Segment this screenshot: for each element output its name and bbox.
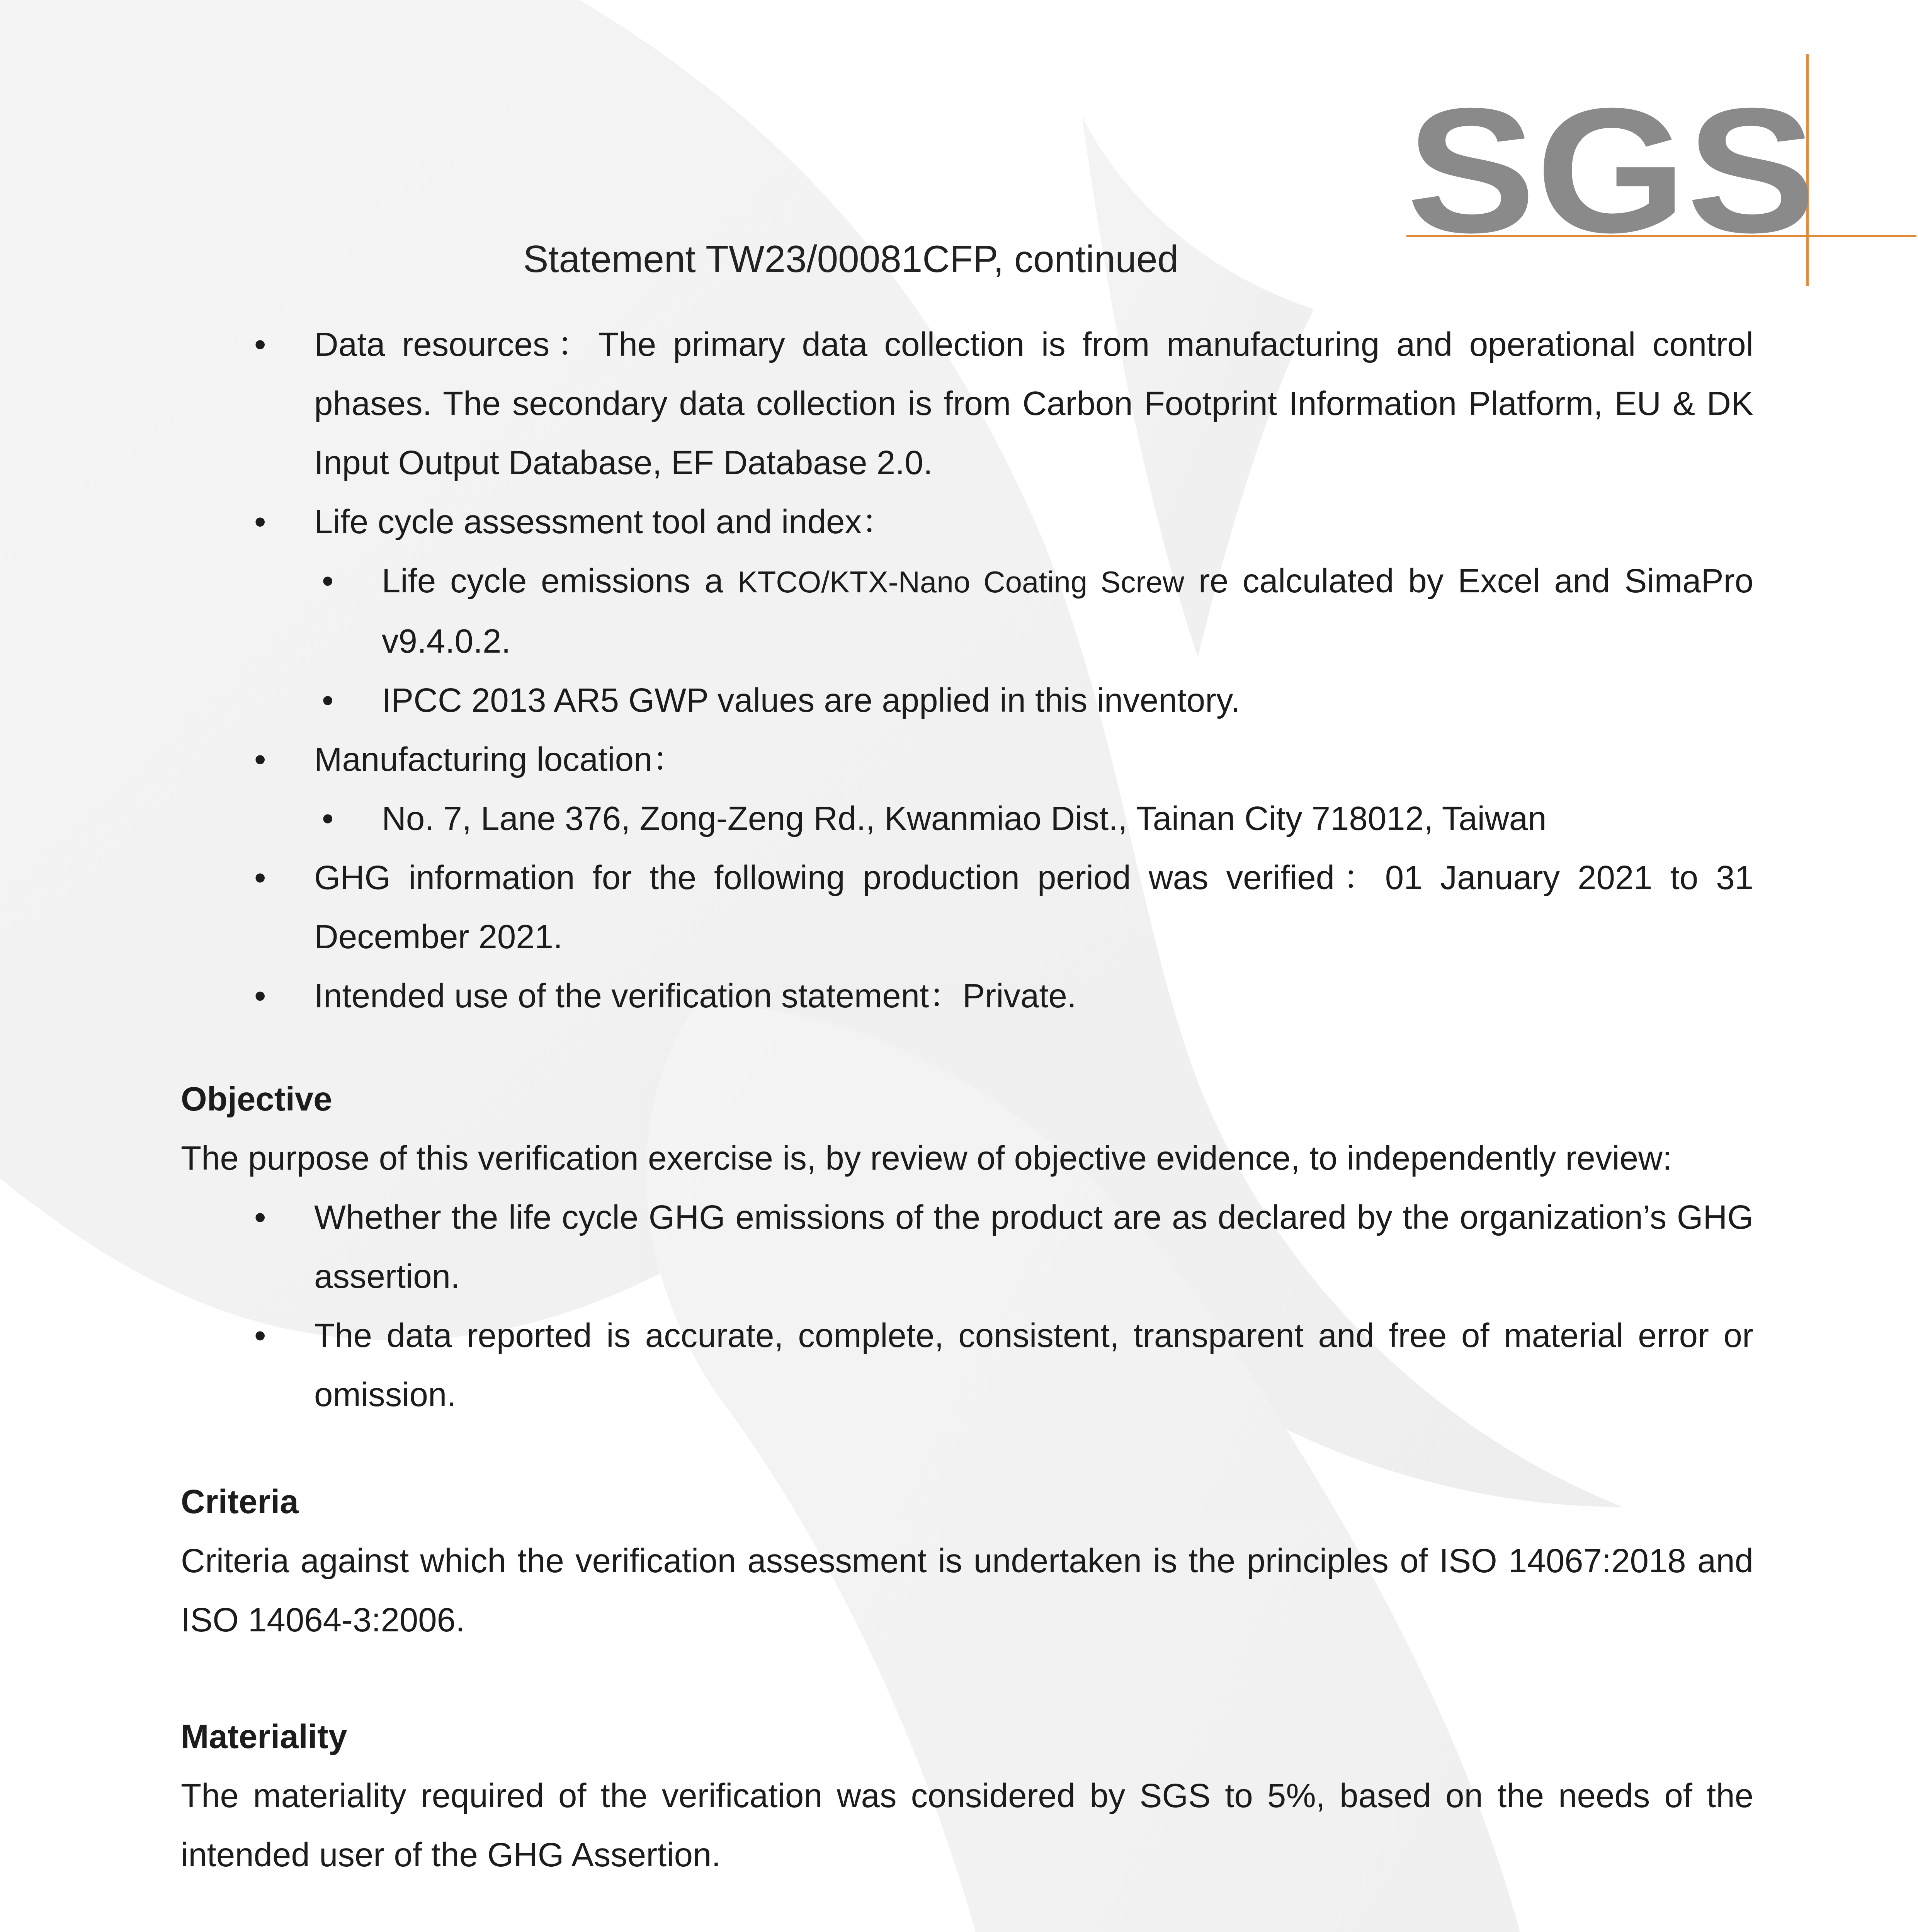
objective-section <box>181 1070 1753 1424</box>
list-item: • IPCC 2013 AR5 GWP values are applied in this inventory. <box>181 671 1753 730</box>
materiality-heading: Materiality <box>181 1718 347 1755</box>
list-item: • Intended use of the verification statement：Private. <box>181 966 1753 1026</box>
list-item: • No. 7, Lane 376, Zong-Zeng Rd., Kwanmiao Dist., Tainan City 718012, Taiwan <box>181 789 1753 848</box>
objective-heading: Objective <box>181 1080 332 1118</box>
materiality-text: The materiality required of the verification was considered by SGS to 5%, based on the needs of the intended user of the GHG Assertion. <box>181 1777 1753 1874</box>
list-item-text: Life cycle emissions a <box>382 562 738 600</box>
list-item: • The data reported is accurate, complete, consistent, transparent and free of material error or omission. <box>181 1306 1753 1424</box>
criteria-section <box>181 1472 1753 1650</box>
objective-intro: The purpose of this verification exercise is, by review of objective evidence, to independently review: <box>181 1139 1672 1177</box>
list-item: • Life cycle assessment tool and index： <box>181 492 1753 551</box>
list-item <box>181 551 1753 671</box>
list-item: • Manufacturing location： <box>181 730 1753 789</box>
list-item: • Whether the life cycle GHG emissions of the product are as declared by the organization’s GHG assertion. <box>181 1188 1753 1306</box>
svg-text:SGS: SGS <box>1406 71 1816 270</box>
page-title <box>0 232 1918 286</box>
statement-number: Statement TW23/00081CFP, continued <box>523 238 1179 280</box>
criteria-heading: Criteria <box>181 1483 299 1520</box>
list-item: • Data resources：The primary data collection is from manufacturing and operational control phases. The secondary data collection is from Carbon Footprint Information Platform, EU & DK Input Output Database, EF Database 2.0. <box>181 315 1753 492</box>
criteria-text: Criteria against which the verification assessment is undertaken is the principles of ISO 14067:2018 and ISO 14064-3:2006. <box>181 1542 1753 1639</box>
product-name: KTCO/KTX-Nano Coating Screw <box>737 565 1185 599</box>
materiality-section <box>181 1707 1753 1884</box>
scope-details <box>181 315 1753 1026</box>
list-item: • GHG information for the following production period was verified：01 January 2021 to 31 December 2021. <box>181 848 1753 966</box>
list-item-text: re calculated by Excel and SimaPro v9.4.0.2. <box>382 562 1753 660</box>
